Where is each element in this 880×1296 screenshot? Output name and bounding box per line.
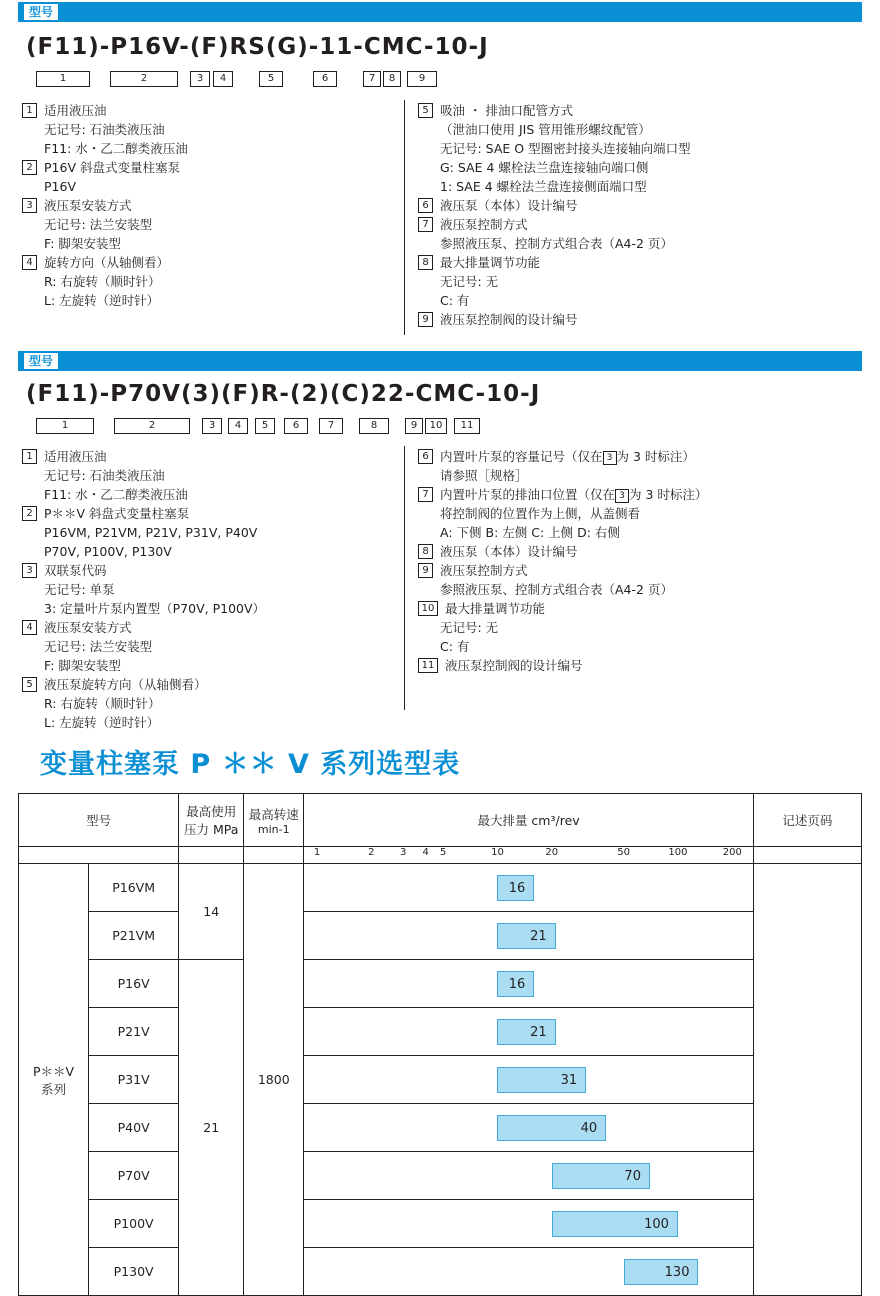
legend-line: A: 下侧 B: 左侧 C: 上侧 D: 右侧 xyxy=(440,525,620,540)
legend-item-3 xyxy=(22,561,397,580)
numbox-9: 9 xyxy=(405,418,423,434)
legend-item-5 xyxy=(418,101,858,120)
legend-title: 适用液压油 xyxy=(44,449,107,464)
legend-inline-ref-box: 3 xyxy=(615,489,629,503)
legend-num: 9 xyxy=(418,563,433,578)
row-model: P130V xyxy=(89,1248,179,1296)
legend-num: 3 xyxy=(22,198,37,213)
row-pressure: 21 xyxy=(179,960,244,1296)
legend-item-11 xyxy=(418,656,858,675)
legend-line: F11: 水・乙二醇类液压油 xyxy=(44,141,188,156)
numbox-11: 11 xyxy=(454,418,480,434)
legend-title: 液压泵安装方式 xyxy=(44,198,132,213)
axis-spacer-speed xyxy=(244,847,304,864)
axis-spacer-model xyxy=(19,847,179,864)
axis-tick-label: 50 xyxy=(617,847,630,858)
selection-table xyxy=(18,793,862,1296)
legend-line: 无记号: 石油类液压油 xyxy=(44,468,165,483)
numbox-9: 9 xyxy=(407,71,437,87)
legend-left-1 xyxy=(22,101,397,310)
row-model: P16V xyxy=(89,960,179,1008)
legend-num: 2 xyxy=(22,160,37,175)
series-label-cell xyxy=(19,864,89,1296)
legend-num: 8 xyxy=(418,255,433,270)
legend-line: L: 左旋转（逆时针） xyxy=(44,293,160,308)
axis-tick-label: 4 xyxy=(422,847,429,858)
numbox-3: 3 xyxy=(190,71,210,87)
numbox-8: 8 xyxy=(359,418,389,434)
numbox-7: 7 xyxy=(319,418,343,434)
row-pressure: 14 xyxy=(179,864,244,960)
page-title: 变量柱塞泵 P ＊＊ V 系列选型表 xyxy=(40,749,461,780)
legend-num: 1 xyxy=(22,449,37,464)
header-displacement xyxy=(304,794,754,847)
divider-2 xyxy=(404,446,405,710)
numbox-8: 8 xyxy=(383,71,401,87)
axis-tick-label: 200 xyxy=(722,847,742,858)
legend-item-4 xyxy=(22,253,397,272)
model-code-1-number-row xyxy=(26,71,526,87)
row-bar-cell xyxy=(304,1104,754,1152)
legend-item-4 xyxy=(22,618,397,637)
legend-line: C: 有 xyxy=(440,293,470,308)
header-speed-l2: min-1 xyxy=(257,822,290,836)
legend-title: 液压泵安装方式 xyxy=(44,620,132,635)
displacement-bar: 16 xyxy=(497,875,534,901)
legend-num: 1 xyxy=(22,103,37,118)
table-row xyxy=(19,1248,862,1296)
numbox-4: 4 xyxy=(228,418,248,434)
legend-line: F: 脚架安装型 xyxy=(44,236,121,251)
legend-item-6 xyxy=(418,447,858,466)
numbox-3: 3 xyxy=(202,418,222,434)
legend-line: R: 右旋转（顺时针） xyxy=(44,274,161,289)
axis-spacer-pressure xyxy=(179,847,244,864)
axis-tick-label: 2 xyxy=(368,847,375,858)
legend-title: 液压泵（本体）设计编号 xyxy=(440,544,578,559)
legend-title: 适用液压油 xyxy=(44,103,107,118)
legend-num: 9 xyxy=(418,312,433,327)
legend-num: 10 xyxy=(418,601,438,616)
displacement-bar: 70 xyxy=(552,1163,650,1189)
axis-scale xyxy=(304,847,754,864)
legend-title-post: 为 3 时标注） xyxy=(616,449,695,464)
legend-line: C: 有 xyxy=(440,639,470,654)
table-row xyxy=(19,960,862,1008)
row-bar-cell xyxy=(304,912,754,960)
legend-num: 5 xyxy=(418,103,433,118)
legend-num: 6 xyxy=(418,449,433,464)
divider-1 xyxy=(404,100,405,335)
row-speed: 1800 xyxy=(244,864,304,1296)
legend-line: 无记号: 法兰安装型 xyxy=(44,639,153,654)
legend-item-6 xyxy=(418,196,858,215)
numbox-10: 10 xyxy=(425,418,447,434)
numbox-2: 2 xyxy=(114,418,190,434)
legend-title-pre: 内置叶片泵的排油口位置（仅在 xyxy=(440,487,616,502)
row-bar-cell xyxy=(304,864,754,912)
table-row xyxy=(19,1056,862,1104)
legend-item-8 xyxy=(418,253,858,272)
table-row xyxy=(19,1008,862,1056)
table-row xyxy=(19,912,862,960)
row-model: P21VM xyxy=(89,912,179,960)
legend-line: F: 脚架安装型 xyxy=(44,658,121,673)
section-header-bar-2 xyxy=(18,351,862,371)
numbox-4: 4 xyxy=(213,71,233,87)
numbox-2: 2 xyxy=(110,71,178,87)
header-pressure-l2: 压力 MPa xyxy=(184,822,239,837)
numbox-6: 6 xyxy=(313,71,337,87)
header-pressure xyxy=(179,794,244,847)
model-code-2-number-row xyxy=(26,418,626,434)
displacement-bar: 40 xyxy=(497,1115,606,1141)
legend-right-2 xyxy=(418,447,858,675)
legend-title: 最大排量调节功能 xyxy=(445,601,546,616)
legend-title: 双联泵代码 xyxy=(44,563,107,578)
legend-line: 无记号: 单泵 xyxy=(44,582,115,597)
series-label-l2: 系列 xyxy=(41,1081,67,1097)
numbox-6: 6 xyxy=(284,418,308,434)
header-model: 型号 xyxy=(19,794,179,847)
legend-item-8 xyxy=(418,542,858,561)
table-row xyxy=(19,864,862,912)
legend-line: 3: 定量叶片泵内置型（P70V, P100V） xyxy=(44,601,266,616)
row-model: P21V xyxy=(89,1008,179,1056)
section-2-label: 型号 xyxy=(24,353,58,369)
displacement-bar: 100 xyxy=(552,1211,678,1237)
legend-num: 8 xyxy=(418,544,433,559)
legend-num: 2 xyxy=(22,506,37,521)
legend-title: 旋转方向（从轴侧看） xyxy=(44,255,170,270)
legend-item-2 xyxy=(22,158,397,177)
selection-table-grid xyxy=(18,793,862,1296)
legend-line: R: 右旋转（顺时针） xyxy=(44,696,161,711)
legend-line: P70V, P100V, P130V xyxy=(44,544,172,559)
numbox-5: 5 xyxy=(255,418,275,434)
row-model: P40V xyxy=(89,1104,179,1152)
legend-title: 液压泵控制阀的设计编号 xyxy=(445,658,583,673)
axis-tick-label: 1 xyxy=(313,847,321,858)
axis-tick-label: 5 xyxy=(439,847,447,858)
legend-line: G: SAE 4 螺栓法兰盘连接轴向端口侧 xyxy=(440,160,649,175)
legend-line: 无记号: 无 xyxy=(440,274,499,289)
row-model: P16VM xyxy=(89,864,179,912)
header-pressure-l1: 最高使用 xyxy=(186,804,237,819)
legend-title: 最大排量调节功能 xyxy=(440,255,541,270)
section-1-label: 型号 xyxy=(24,4,58,20)
displacement-bar: 130 xyxy=(624,1259,699,1285)
legend-line: P16V xyxy=(44,179,76,194)
numbox-5: 5 xyxy=(259,71,283,87)
legend-item-7 xyxy=(418,485,858,504)
row-page xyxy=(753,864,861,1296)
legend-num: 3 xyxy=(22,563,37,578)
row-bar-cell xyxy=(304,1056,754,1104)
table-row xyxy=(19,1200,862,1248)
legend-item-9 xyxy=(418,561,858,580)
model-code-2: (F11)-P70V(3)(F)R-(2)(C)22-CMC-10-J xyxy=(26,381,541,407)
legend-num: 11 xyxy=(418,658,438,673)
row-model: P100V xyxy=(89,1200,179,1248)
legend-item-5 xyxy=(22,675,397,694)
legend-num: 4 xyxy=(22,620,37,635)
axis-tick-label: 3 xyxy=(399,847,407,858)
legend-title: 液压泵旋转方向（从轴侧看） xyxy=(44,677,207,692)
legend-line: F11: 水・乙二醇类液压油 xyxy=(44,487,188,502)
row-model: P31V xyxy=(89,1056,179,1104)
row-bar-cell xyxy=(304,1152,754,1200)
table-row xyxy=(19,1152,862,1200)
legend-item-1 xyxy=(22,447,397,466)
legend-item-10 xyxy=(418,599,858,618)
displacement-bar: 16 xyxy=(497,971,534,997)
legend-line: 参照液压泵、控制方式组合表（A4-2 页） xyxy=(440,236,673,251)
legend-title: 液压泵控制方式 xyxy=(440,217,528,232)
legend-line: 无记号: SAE O 型圈密封接头连接轴向端口型 xyxy=(440,141,691,156)
axis-tick-label: 20 xyxy=(545,847,559,858)
axis-tick-label: 10 xyxy=(491,847,504,858)
legend-title-pre: 内置叶片泵的容量记号（仅在 xyxy=(440,449,603,464)
numbox-1: 1 xyxy=(36,71,90,87)
legend-line: L: 左旋转（逆时针） xyxy=(44,715,160,730)
row-bar-cell xyxy=(304,1008,754,1056)
header-speed-l1: 最高转速 xyxy=(248,806,299,822)
row-bar-cell xyxy=(304,1248,754,1296)
legend-title: P16V 斜盘式变量柱塞泵 xyxy=(44,160,180,175)
numbox-1: 1 xyxy=(36,418,94,434)
legend-title-post: 为 3 时标注） xyxy=(629,487,708,502)
legend-line: 无记号: 法兰安装型 xyxy=(44,217,153,232)
legend-line: 无记号: 石油类液压油 xyxy=(44,122,165,137)
table-axis-row xyxy=(19,847,862,864)
legend-left-2 xyxy=(22,447,397,732)
legend-title: 液压泵（本体）设计编号 xyxy=(440,198,578,213)
legend-item-3 xyxy=(22,196,397,215)
axis-tick-label: 100 xyxy=(668,847,688,858)
section-header-bar-1 xyxy=(18,2,862,22)
legend-num: 7 xyxy=(418,487,433,502)
legend-title: P＊＊V 斜盘式变量柱塞泵 xyxy=(44,506,190,521)
legend-num: 7 xyxy=(418,217,433,232)
displacement-bar: 21 xyxy=(497,1019,555,1045)
header-page: 记述页码 xyxy=(753,794,861,847)
legend-title: 液压泵控制方式 xyxy=(440,563,528,578)
table-header-row xyxy=(19,794,862,847)
legend-line: 1: SAE 4 螺栓法兰盘连接侧面端口型 xyxy=(440,179,647,194)
model-code-1: (F11)-P16V-(F)RS(G)-11-CMC-10-J xyxy=(26,34,489,60)
legend-item-7 xyxy=(418,215,858,234)
row-model: P70V xyxy=(89,1152,179,1200)
header-displacement-label: 最大排量 cm³/rev xyxy=(477,813,580,828)
axis-tick-labels xyxy=(304,847,753,863)
displacement-bar: 31 xyxy=(497,1067,586,1093)
header-speed xyxy=(244,794,304,847)
legend-inline-ref-box: 3 xyxy=(603,451,617,465)
legend-line: 请参照［规格］ xyxy=(440,468,528,483)
legend-line: 将控制阀的位置作为上侧，从盖侧看 xyxy=(440,506,641,521)
legend-right-1 xyxy=(418,101,858,329)
legend-title: 吸油 ・ 排油口配管方式 xyxy=(440,103,573,118)
legend-title: 液压泵控制阀的设计编号 xyxy=(440,312,578,327)
displacement-bar: 21 xyxy=(497,923,555,949)
table-row xyxy=(19,1104,862,1152)
legend-line: P16VM, P21VM, P21V, P31V, P40V xyxy=(44,525,258,540)
row-bar-cell xyxy=(304,960,754,1008)
series-label-l1: P＊＊V xyxy=(32,1063,75,1079)
legend-line: 参照液压泵、控制方式组合表（A4-2 页） xyxy=(440,582,673,597)
legend-item-2 xyxy=(22,504,397,523)
legend-num: 5 xyxy=(22,677,37,692)
legend-line: 无记号: 无 xyxy=(440,620,499,635)
legend-item-1 xyxy=(22,101,397,120)
row-bar-cell xyxy=(304,1200,754,1248)
numbox-7: 7 xyxy=(363,71,381,87)
legend-num: 4 xyxy=(22,255,37,270)
legend-item-9 xyxy=(418,310,858,329)
axis-spacer-page xyxy=(753,847,861,864)
legend-num: 6 xyxy=(418,198,433,213)
legend-line: （泄油口使用 JIS 管用锥形螺纹配管） xyxy=(440,122,651,137)
